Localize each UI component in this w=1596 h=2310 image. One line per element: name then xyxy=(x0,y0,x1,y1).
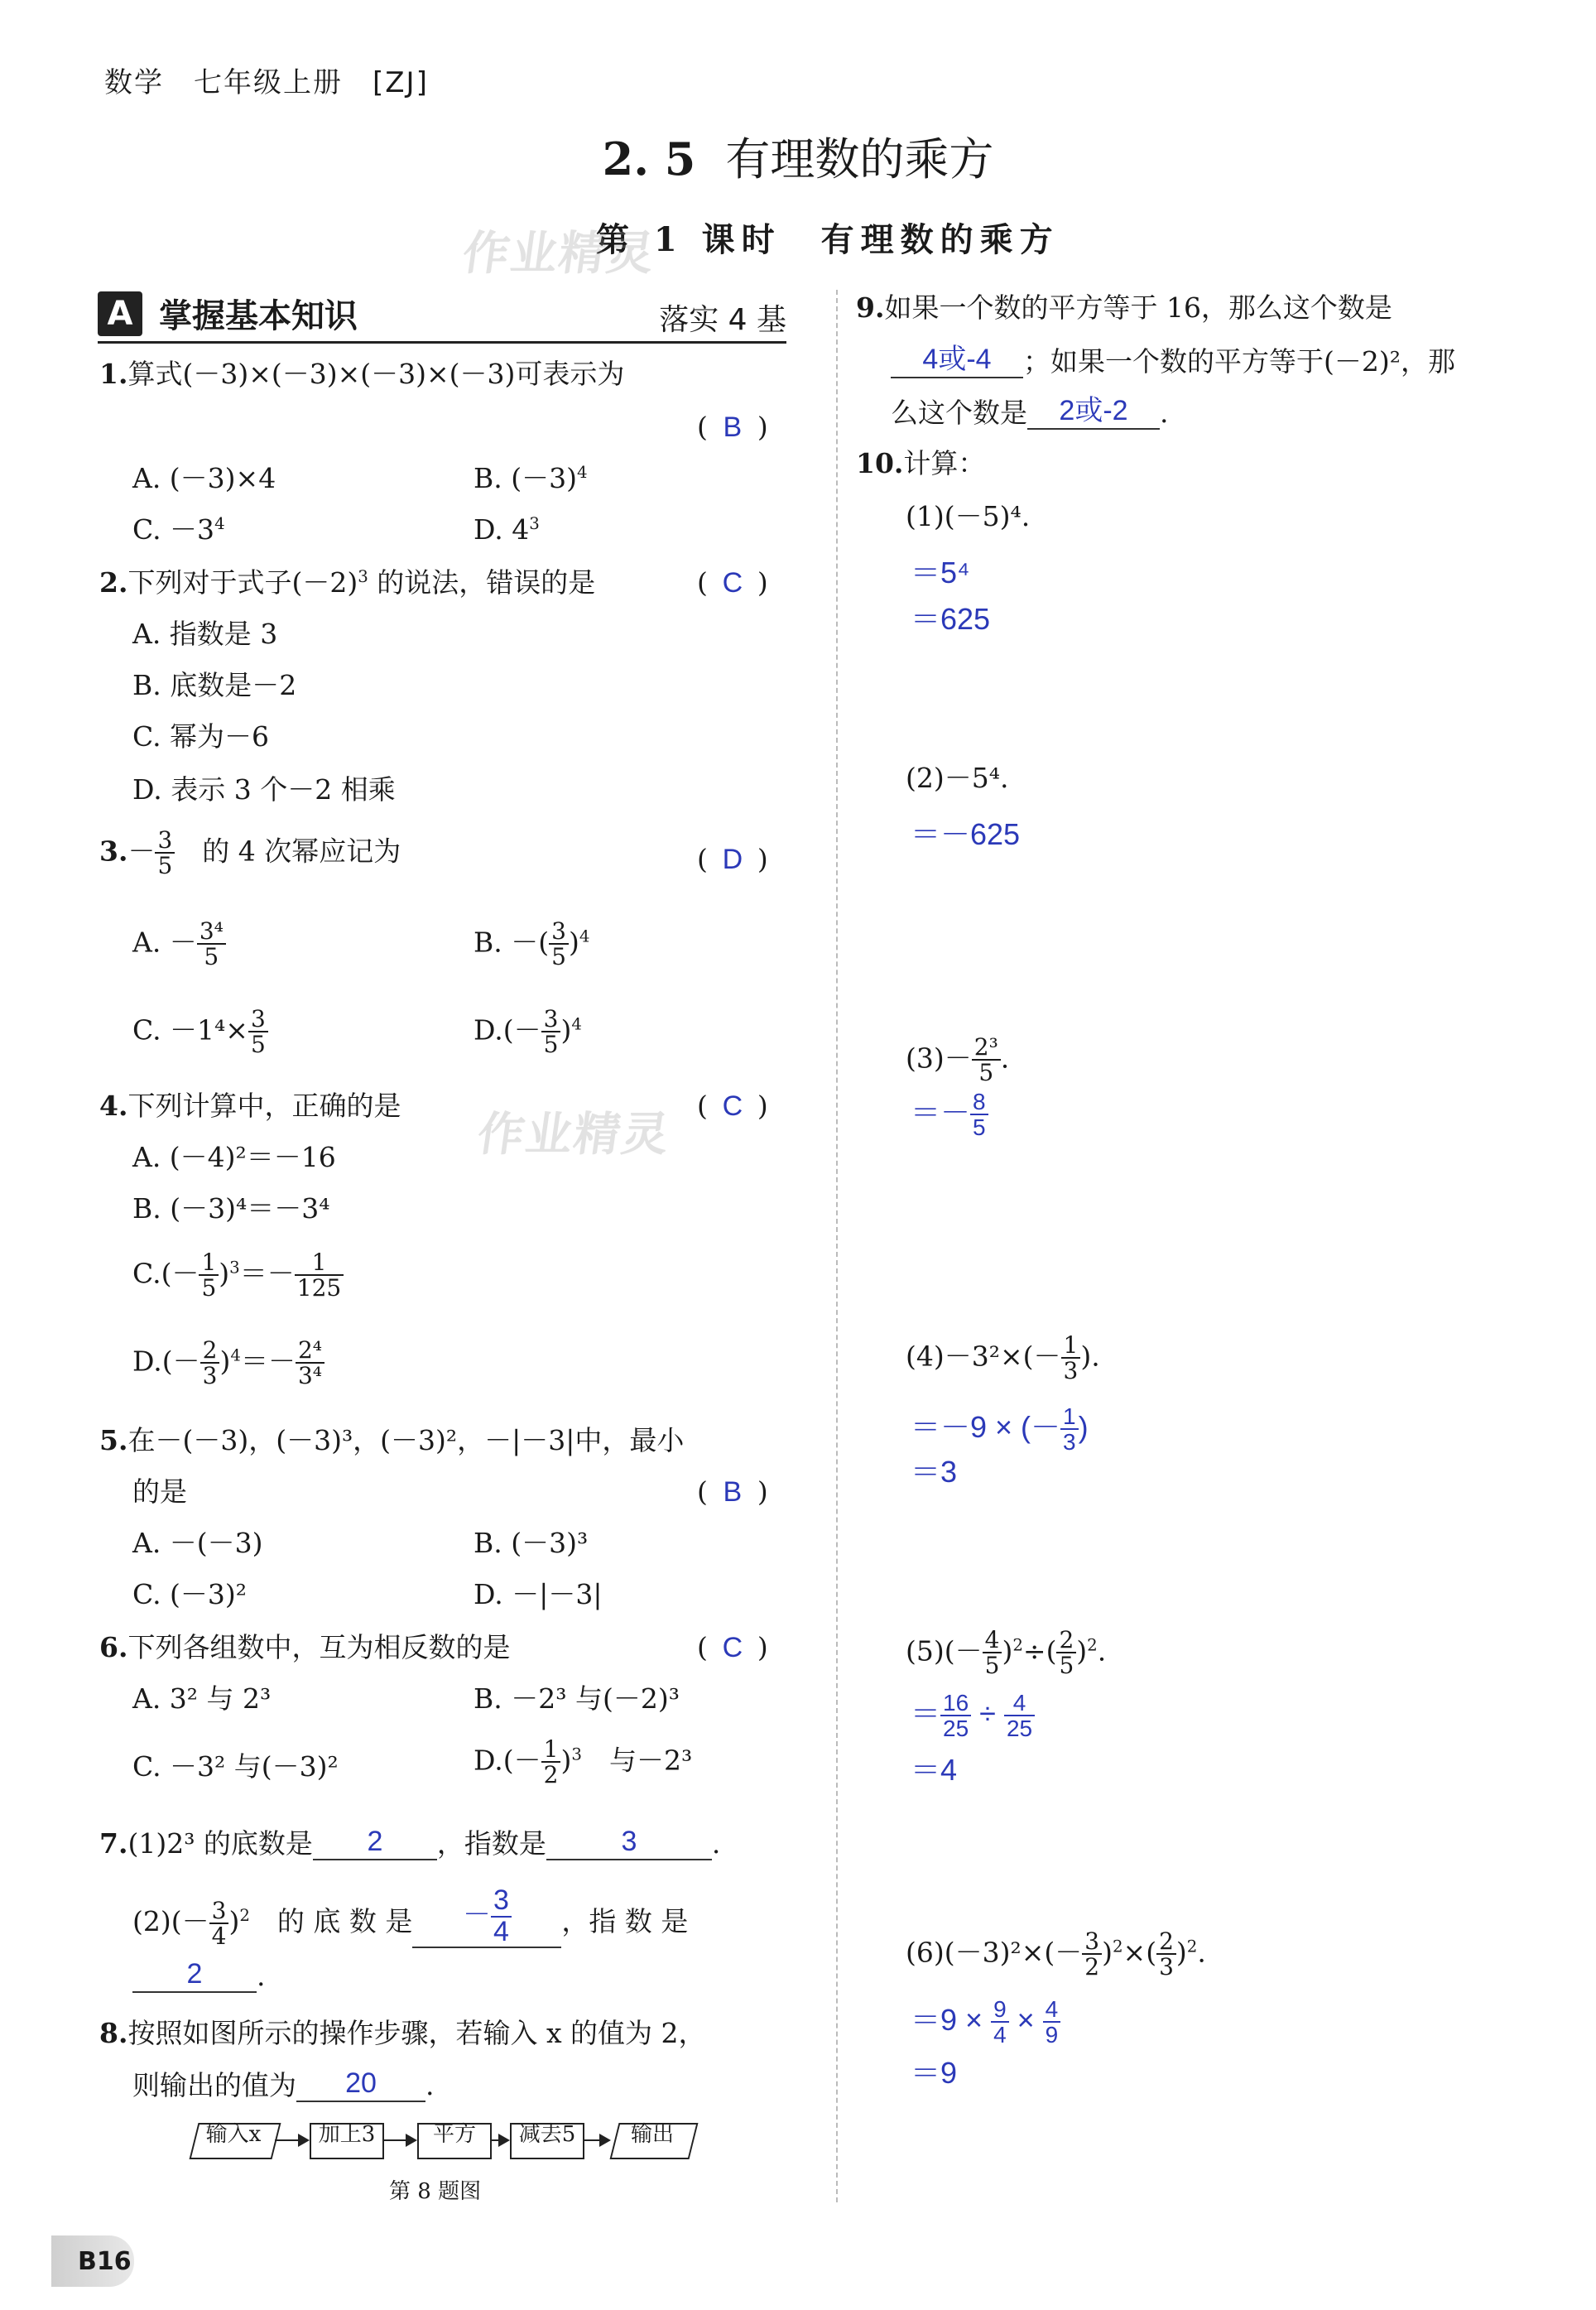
question-stem: ，指 数 是 xyxy=(561,1904,689,1937)
question-stem: 下列计算中，正确的是 xyxy=(127,1090,401,1122)
question-stem: 如果一个数的平方等于 16，那么这个数是 xyxy=(884,291,1392,324)
chapter-number: 2. 5 xyxy=(602,132,696,185)
flow-step-subtract: 减去5 xyxy=(518,2122,576,2147)
option-text: D. xyxy=(474,1013,503,1047)
denominator: 5 xyxy=(1059,1652,1074,1680)
option-d: D.(－ $\frac{3}{5}$ )$^4$ xyxy=(474,1005,582,1059)
question-number: 9. xyxy=(856,291,885,324)
option-a: A. 3² 与 2³ xyxy=(132,1682,272,1715)
option-b: B. －2³ 与(－2)³ xyxy=(474,1682,680,1715)
question-stem: 则输出的值为 xyxy=(132,2069,296,2102)
numerator: 3 xyxy=(1082,1929,1102,1955)
handwritten-answer: 2 xyxy=(186,1958,203,1990)
fraction xyxy=(1082,1929,1102,1980)
exponent: 4 xyxy=(579,926,590,946)
option-c: C. (－3)² xyxy=(132,1578,248,1610)
option-d: D. －|－3| xyxy=(474,1578,603,1610)
question-stem: (2) xyxy=(132,1904,171,1937)
fraction xyxy=(541,1737,561,1788)
option-text: D. xyxy=(132,1345,162,1378)
fraction xyxy=(248,1007,268,1057)
numerator: 3 xyxy=(491,1886,512,1918)
flow-arrow xyxy=(382,2139,416,2141)
numerator: 3 xyxy=(209,1899,229,1924)
answer-blank xyxy=(132,1957,257,1993)
work-line: ＝9 xyxy=(911,2056,958,2090)
answer-blank xyxy=(412,1886,561,1948)
numerator: 3 xyxy=(155,828,175,854)
numerator: 1 xyxy=(1061,1333,1081,1359)
fraction xyxy=(197,919,226,970)
denominator: 5 xyxy=(157,852,173,880)
option-c: C. 幂为－6 xyxy=(132,720,270,753)
handwritten-answer: 3 xyxy=(621,1826,637,1857)
answer-blank xyxy=(313,1825,437,1860)
numerator: 3 xyxy=(248,1007,268,1032)
answer-blank xyxy=(546,1825,712,1860)
option-b: B. (－3)³ xyxy=(474,1527,589,1559)
denominator: 3 xyxy=(1159,1953,1174,1981)
lesson-title: 第 1 课时 有理数的乘方 xyxy=(596,220,1060,259)
denominator: 4 xyxy=(211,1922,227,1950)
option-text: B. － xyxy=(474,926,539,959)
denominator: 5 xyxy=(204,943,219,971)
handwritten-answer: 4或-4 xyxy=(922,344,992,375)
denominator: 2 xyxy=(1084,1953,1100,1981)
calc-6: (6)(－3)²×(－ $\frac{3}{2}$ )$^2$×( $\frac{2}{3}$ )$^2$. xyxy=(906,1927,1206,1981)
option-b: B. 底数是－2 xyxy=(132,669,297,701)
question-7-part-2: (2)(－ $\frac{3}{4}$ )$^2$ 的 底 数 是 － $\frac{3}{4}$ ，指 数 是 xyxy=(132,1884,689,1950)
question-10 xyxy=(856,447,985,480)
page-number-tab xyxy=(51,2235,134,2287)
calc-text: (5) xyxy=(906,1634,945,1668)
question-stem: (1)2³ 的底数是 xyxy=(127,1827,313,1860)
fraction xyxy=(1061,1333,1081,1384)
option-d xyxy=(474,513,540,546)
question-2 xyxy=(99,566,595,599)
numerator: 4 xyxy=(1043,1997,1061,2023)
flow-step-add: 加上3 xyxy=(318,2122,376,2147)
denominator: 4 xyxy=(993,2022,1007,2048)
work-line: ＝9 × $\frac{9}{4}$ × $\frac{4}{9}$ xyxy=(911,1997,1060,2048)
flow-arrow xyxy=(275,2139,308,2141)
question-number: 10. xyxy=(856,447,904,479)
fraction xyxy=(209,1896,229,1950)
numerator: 2⁴ xyxy=(296,1338,324,1364)
answer-choice: ( B ) xyxy=(697,1475,768,1508)
question-stem: 下列各组数中，互为相反数的是 xyxy=(127,1631,511,1663)
question-stem: 的 4 次幂应记为 xyxy=(202,835,401,868)
handwritten-answer: 20 xyxy=(345,2067,377,2099)
question-5-cont: 的是 xyxy=(132,1475,187,1508)
numerator: 1 xyxy=(295,1250,344,1276)
question-number: 4. xyxy=(99,1090,128,1122)
answer-letter: C xyxy=(722,567,743,599)
work-line: ＝－ $\frac{8}{5}$ xyxy=(911,1090,988,1140)
page-header: 数学 七年级上册 [ZJ] xyxy=(104,66,429,99)
option-text: 与－2³ xyxy=(608,1744,693,1777)
numerator: 2 xyxy=(200,1338,220,1364)
work-line: ＝625 xyxy=(911,602,991,636)
option-text: A. － xyxy=(132,926,197,959)
denominator: 5 xyxy=(543,1031,559,1059)
handwritten-answer: － $\frac{3}{4}$ xyxy=(463,1899,512,1931)
fraction xyxy=(972,1035,1001,1085)
fraction xyxy=(541,1007,561,1057)
work-line: ＝ $\frac{16}{25}$ ÷ $\frac{4}{25}$ xyxy=(911,1691,1035,1741)
work-line: ＝－9 × (－ $\frac{1}{3}$ ) xyxy=(911,1403,1089,1456)
question-number: 2. xyxy=(99,566,128,599)
question-4 xyxy=(99,1090,401,1123)
answer-choice: ( B ) xyxy=(697,411,768,443)
numerator: 1 xyxy=(1060,1404,1079,1430)
answer-blank xyxy=(891,343,1023,378)
numerator: 3 xyxy=(541,1007,561,1032)
question-stem: 的说法，错误的是 xyxy=(368,566,596,599)
calc-3: (3)－ $\frac{\text{2³}}{5}$ . xyxy=(906,1033,1010,1087)
question-stem: 么这个数是 xyxy=(891,397,1027,430)
option-a: A. 指数是 3 xyxy=(132,618,278,650)
denominator: 125 xyxy=(296,1274,342,1302)
option-c: C. －3² 与(－3)² xyxy=(132,1750,339,1783)
numerator: 16 xyxy=(940,1691,971,1716)
question-1 xyxy=(99,358,624,391)
answer-letter: C xyxy=(722,1090,743,1122)
section-badge: A xyxy=(98,291,142,336)
fraction xyxy=(549,919,569,970)
numerator: 1 xyxy=(541,1737,561,1763)
column-divider xyxy=(836,290,838,2202)
fraction xyxy=(491,1886,512,1947)
page-number: B16 xyxy=(78,2247,132,2276)
answer-choice: ( C ) xyxy=(697,566,768,599)
fraction xyxy=(991,1997,1009,2048)
numerator: 2 xyxy=(1156,1929,1176,1955)
exponent: 4 xyxy=(576,463,588,482)
option-b xyxy=(474,462,588,495)
question-6 xyxy=(99,1631,510,1664)
question-3: 3.－ $\frac{3}{5}$ 的 4 次幂应记为 xyxy=(99,826,401,880)
handwritten-answer: 2或-2 xyxy=(1059,395,1128,426)
calc-text: ＝－9 × (－ xyxy=(911,1410,1061,1444)
option-text: C. －3 xyxy=(132,513,215,546)
option-a: A. －(－3) xyxy=(132,1527,263,1559)
work-line: ＝4 xyxy=(911,1753,958,1787)
calc-text: (6)(－3)²× xyxy=(906,1936,1045,1969)
option-d: D. 表示 3 个－2 相乘 xyxy=(132,773,396,806)
question-5 xyxy=(99,1424,684,1457)
question-stem: 在－(－3)，(－3)³，(－3)²，－|－3|中，最小 xyxy=(127,1424,685,1456)
section-note: 落实 4 基 xyxy=(659,303,786,337)
answer-choice: ( C ) xyxy=(697,1090,768,1122)
fraction xyxy=(295,1250,344,1301)
answer-letter: B xyxy=(723,411,743,443)
fraction xyxy=(199,1250,219,1301)
fraction xyxy=(1004,1691,1035,1741)
denominator: 5 xyxy=(978,1059,994,1087)
calc-text: (3)－ xyxy=(906,1042,972,1075)
question-stem: 下列对于式子(－2) xyxy=(127,566,358,599)
exponent: 3 xyxy=(358,567,368,586)
option-text: C. －1⁴× xyxy=(132,1013,248,1047)
calc-5: (5)(－ $\frac{4}{5}$ )$^2$÷( $\frac{2}{5}$ )$^2$. xyxy=(906,1626,1107,1680)
numerator: 1 xyxy=(199,1250,219,1276)
answer-blank xyxy=(296,2067,425,2102)
denominator: 25 xyxy=(1006,1716,1033,1742)
fraction xyxy=(296,1338,324,1388)
watermark: 作业精灵 xyxy=(459,227,659,281)
denominator: 3 xyxy=(202,1362,218,1390)
flow-step-output: 输出 xyxy=(630,2122,674,2147)
flow-arrow xyxy=(490,2139,508,2141)
calc-text: (4)－3²× xyxy=(906,1340,1023,1373)
fraction xyxy=(1056,1628,1076,1678)
option-b: B. －( $\frac{3}{5}$ )$^4$ xyxy=(474,917,590,971)
answer-choice: ( D ) xyxy=(697,843,768,875)
denominator: 5 xyxy=(973,1114,986,1141)
question-9-cont: 么这个数是 2或-2 . xyxy=(891,395,1169,430)
exponent: 4 xyxy=(571,1014,582,1034)
fraction xyxy=(983,1628,1002,1678)
numerator: 4 xyxy=(1004,1691,1035,1716)
chapter-name: 有理数的乘方 xyxy=(725,133,994,185)
denominator: 25 xyxy=(943,1716,969,1742)
exponent: 3 xyxy=(529,514,540,533)
work-line: ＝3 xyxy=(911,1455,958,1489)
question-stem: 的 底 数 是 xyxy=(276,1904,413,1937)
answer-blank xyxy=(1027,394,1160,430)
numerator: 2 xyxy=(1056,1628,1076,1653)
numerator: 2³ xyxy=(972,1035,1001,1061)
fraction xyxy=(970,1090,988,1140)
calc-4: (4)－3²×(－ $\frac{1}{3}$ ). xyxy=(906,1331,1100,1385)
question-8 xyxy=(99,2017,706,2050)
calc-1: (1)(－5)⁴. xyxy=(906,500,1031,532)
answer-letter: C xyxy=(722,1632,743,1663)
option-text: C. xyxy=(132,1257,161,1290)
fraction xyxy=(1060,1404,1079,1455)
fraction xyxy=(155,828,175,878)
question-8-cont: 则输出的值为 20 . xyxy=(132,2067,435,2102)
answer-letter: D xyxy=(722,844,743,875)
denominator: 3⁴ xyxy=(297,1362,322,1390)
question-number: 3. xyxy=(99,835,128,868)
question-stem: 计算： xyxy=(903,447,986,479)
option-c xyxy=(132,1007,268,1057)
question-9-cont xyxy=(891,343,1455,378)
option-text: B. (－3) xyxy=(474,462,577,494)
question-number: 6. xyxy=(99,1631,128,1663)
calc-2: (2)－5⁴. xyxy=(906,762,1009,794)
denominator: 5 xyxy=(250,1031,266,1059)
question-number: 8. xyxy=(99,2017,128,2049)
option-text: D. xyxy=(474,1744,503,1777)
denominator: 3 xyxy=(1063,1357,1079,1385)
fraction xyxy=(1156,1929,1176,1980)
fraction xyxy=(940,1691,971,1741)
question-stem: 算式(－3)×(－3)×(－3)×(－3)可表示为 xyxy=(127,358,625,390)
option-a: A. (－3)×4 xyxy=(132,462,276,494)
numerator: 9 xyxy=(991,1997,1009,2023)
flow-step-square: 平方 xyxy=(432,2122,476,2147)
watermark: 作业精灵 xyxy=(474,1108,674,1162)
handwritten-answer: 2 xyxy=(367,1826,383,1857)
denominator: 5 xyxy=(551,943,566,971)
denominator: 3 xyxy=(1063,1429,1076,1456)
fraction xyxy=(1043,1997,1061,2048)
flow-step-input: 输入x xyxy=(205,2122,262,2147)
section-header xyxy=(98,290,786,344)
answer-letter: B xyxy=(723,1476,743,1508)
exponent: 4 xyxy=(214,514,225,533)
option-b: B. (－3)⁴＝－3⁴ xyxy=(132,1192,330,1225)
question-9 xyxy=(856,291,1392,325)
denominator: 9 xyxy=(1045,2022,1059,2048)
option-a: A. (－4)²＝－16 xyxy=(132,1141,336,1173)
fraction xyxy=(200,1338,220,1388)
work-line: ＝5⁴ xyxy=(911,556,970,590)
question-7-part-1: 7.(1)2³ 的底数是 2 ，指数是 3 . xyxy=(99,1826,721,1860)
denominator: 5 xyxy=(984,1652,1000,1680)
question-number: 1. xyxy=(99,358,128,390)
question-stem: ；如果一个数的平方等于(－2)²，那 xyxy=(1023,345,1455,378)
numerator: 4 xyxy=(983,1628,1002,1653)
answer-choice: ( C ) xyxy=(697,1631,768,1663)
flow-arrow xyxy=(583,2139,609,2141)
option-c: C.(－ $\frac{1}{5}$ )$^3$＝－ $\frac{1}{125}$ xyxy=(132,1250,344,1301)
chapter-title xyxy=(0,124,1596,188)
question-number: 5. xyxy=(99,1424,128,1456)
figure-caption: 第 8 题图 xyxy=(389,2179,482,2204)
option-c xyxy=(132,513,225,546)
question-stem: ，指数是 xyxy=(436,1827,546,1860)
numerator: 3⁴ xyxy=(197,919,226,945)
numerator: 8 xyxy=(970,1090,988,1115)
question-number: 7. xyxy=(99,1827,128,1860)
option-a xyxy=(132,919,226,970)
option-d: D.(－ $\frac{2}{3}$ )$^4$＝－ $\frac{\text{2⁴}}{\text{3⁴}}$ xyxy=(132,1338,324,1388)
work-line: ＝－625 xyxy=(911,817,1021,851)
question-7-part-2-cont: 2 . xyxy=(132,1957,266,1993)
denominator: 5 xyxy=(201,1274,217,1302)
denominator: 2 xyxy=(543,1761,559,1789)
option-text: D. 4 xyxy=(474,513,530,546)
section-title: 掌握基本知识 xyxy=(159,297,358,335)
option-d: D.(－ $\frac{1}{2}$ )$^3$ 与－2³ xyxy=(474,1735,693,1789)
denominator: 4 xyxy=(493,1915,509,1947)
numerator: 3 xyxy=(549,919,569,945)
question-stem: 按照如图所示的操作步骤，若输入 x 的值为 2， xyxy=(127,2017,706,2049)
